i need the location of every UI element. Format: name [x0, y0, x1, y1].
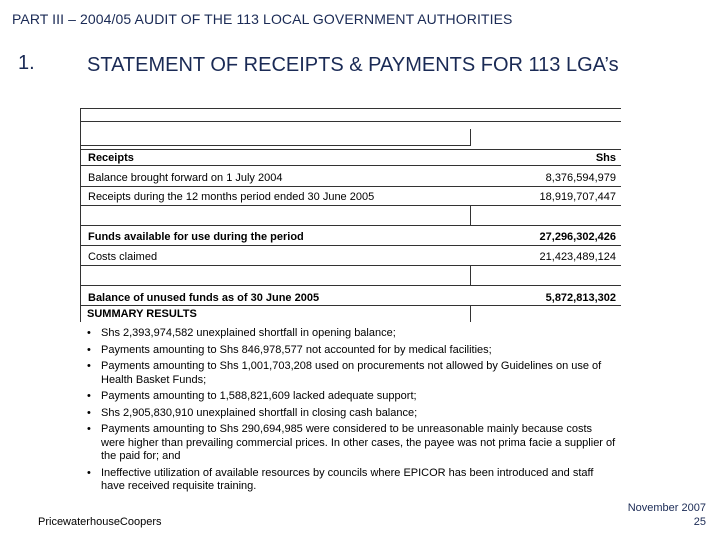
list-item-text: Payments amounting to Shs 290,694,985 were considered to be unreasonable mainly because costs were higher than prevailing commercial prices. In other cases, the payee was not prima facie a supplier of the paid for; and — [101, 423, 616, 462]
table-rule — [81, 205, 621, 206]
bullet-icon: • — [87, 423, 91, 435]
row-label: Costs claimed — [88, 251, 158, 263]
list-item-text: Payments amounting to Shs 1,001,703,208 used on procurements not allowed by Guidelines on use of Health Basket Funds; — [101, 360, 602, 386]
summary-heading: SUMMARY RESULTS — [87, 308, 197, 320]
bullet-icon: • — [87, 466, 91, 479]
row-value: 18,919,707,447 — [539, 191, 616, 203]
footer-meta — [628, 501, 706, 529]
list-item — [87, 467, 617, 494]
summary-list — [87, 327, 617, 497]
list-item-text: Payments amounting to 1,588,821,609 lacked adequate support; — [101, 390, 417, 402]
table-rule — [81, 145, 471, 146]
footer-company: PricewaterhouseCoopers — [38, 516, 162, 528]
column-divider — [470, 129, 471, 145]
bullet-icon: • — [87, 406, 91, 419]
table-rule — [81, 285, 621, 286]
list-item — [87, 360, 617, 387]
column-divider — [470, 205, 471, 225]
table-rule — [81, 186, 621, 187]
bullet-icon: • — [87, 390, 91, 402]
row-label: Receipts during the 12 months period ended 30 June 2005 — [88, 191, 375, 203]
row-value: 5,872,813,302 — [545, 292, 616, 304]
table-rule — [81, 165, 621, 166]
amount-header: Shs — [595, 152, 616, 164]
row-value: 21,423,489,124 — [539, 251, 616, 263]
row-value: 27,296,302,426 — [539, 231, 616, 243]
list-item-text: Ineffective utilization of available resources by councils where EPICOR has been introduced and staff have received requisite training. — [101, 466, 594, 492]
list-item — [87, 423, 617, 464]
section-title: STATEMENT OF RECEIPTS & PAYMENTS FOR 113 LGA’s — [87, 54, 619, 76]
column-divider — [470, 265, 471, 285]
column-divider — [470, 305, 471, 322]
row-value: 8,376,594,979 — [545, 172, 616, 184]
table-rule — [81, 265, 621, 266]
section-number: 1. — [18, 52, 35, 74]
list-item — [87, 407, 617, 421]
bullet-icon: • — [87, 360, 91, 372]
table-rule — [81, 305, 621, 306]
receipts-header: Receipts — [88, 152, 134, 164]
bullet-icon: • — [87, 327, 91, 339]
row-label: Balance brought forward on 1 July 2004 — [88, 172, 283, 184]
list-item-text: Payments amounting to Shs 846,978,577 not accounted for by medical facilities; — [101, 343, 492, 356]
running-header: PART III – 2004/05 AUDIT OF THE 113 LOCAL GOVERNMENT AUTHORITIES — [12, 11, 513, 27]
statement-table — [80, 108, 621, 322]
footer-date: November 2007 — [627, 502, 706, 514]
table-rule — [81, 245, 621, 246]
list-item-text: Shs 2,905,830,910 unexplained shortfall in closing cash balance; — [101, 406, 418, 419]
page-number: 25 — [693, 516, 706, 528]
table-rule — [81, 149, 621, 150]
bullet-icon: • — [87, 343, 91, 356]
table-rule — [81, 121, 621, 122]
table-rule — [81, 225, 621, 226]
list-item — [87, 327, 617, 341]
row-label: Funds available for use during the period — [88, 231, 304, 243]
list-item-text: Shs 2,393,974,582 unexplained shortfall in opening balance; — [101, 327, 396, 339]
list-item — [87, 390, 617, 404]
row-label: Balance of unused funds as of 30 June 2005 — [88, 292, 320, 304]
list-item — [87, 344, 617, 358]
